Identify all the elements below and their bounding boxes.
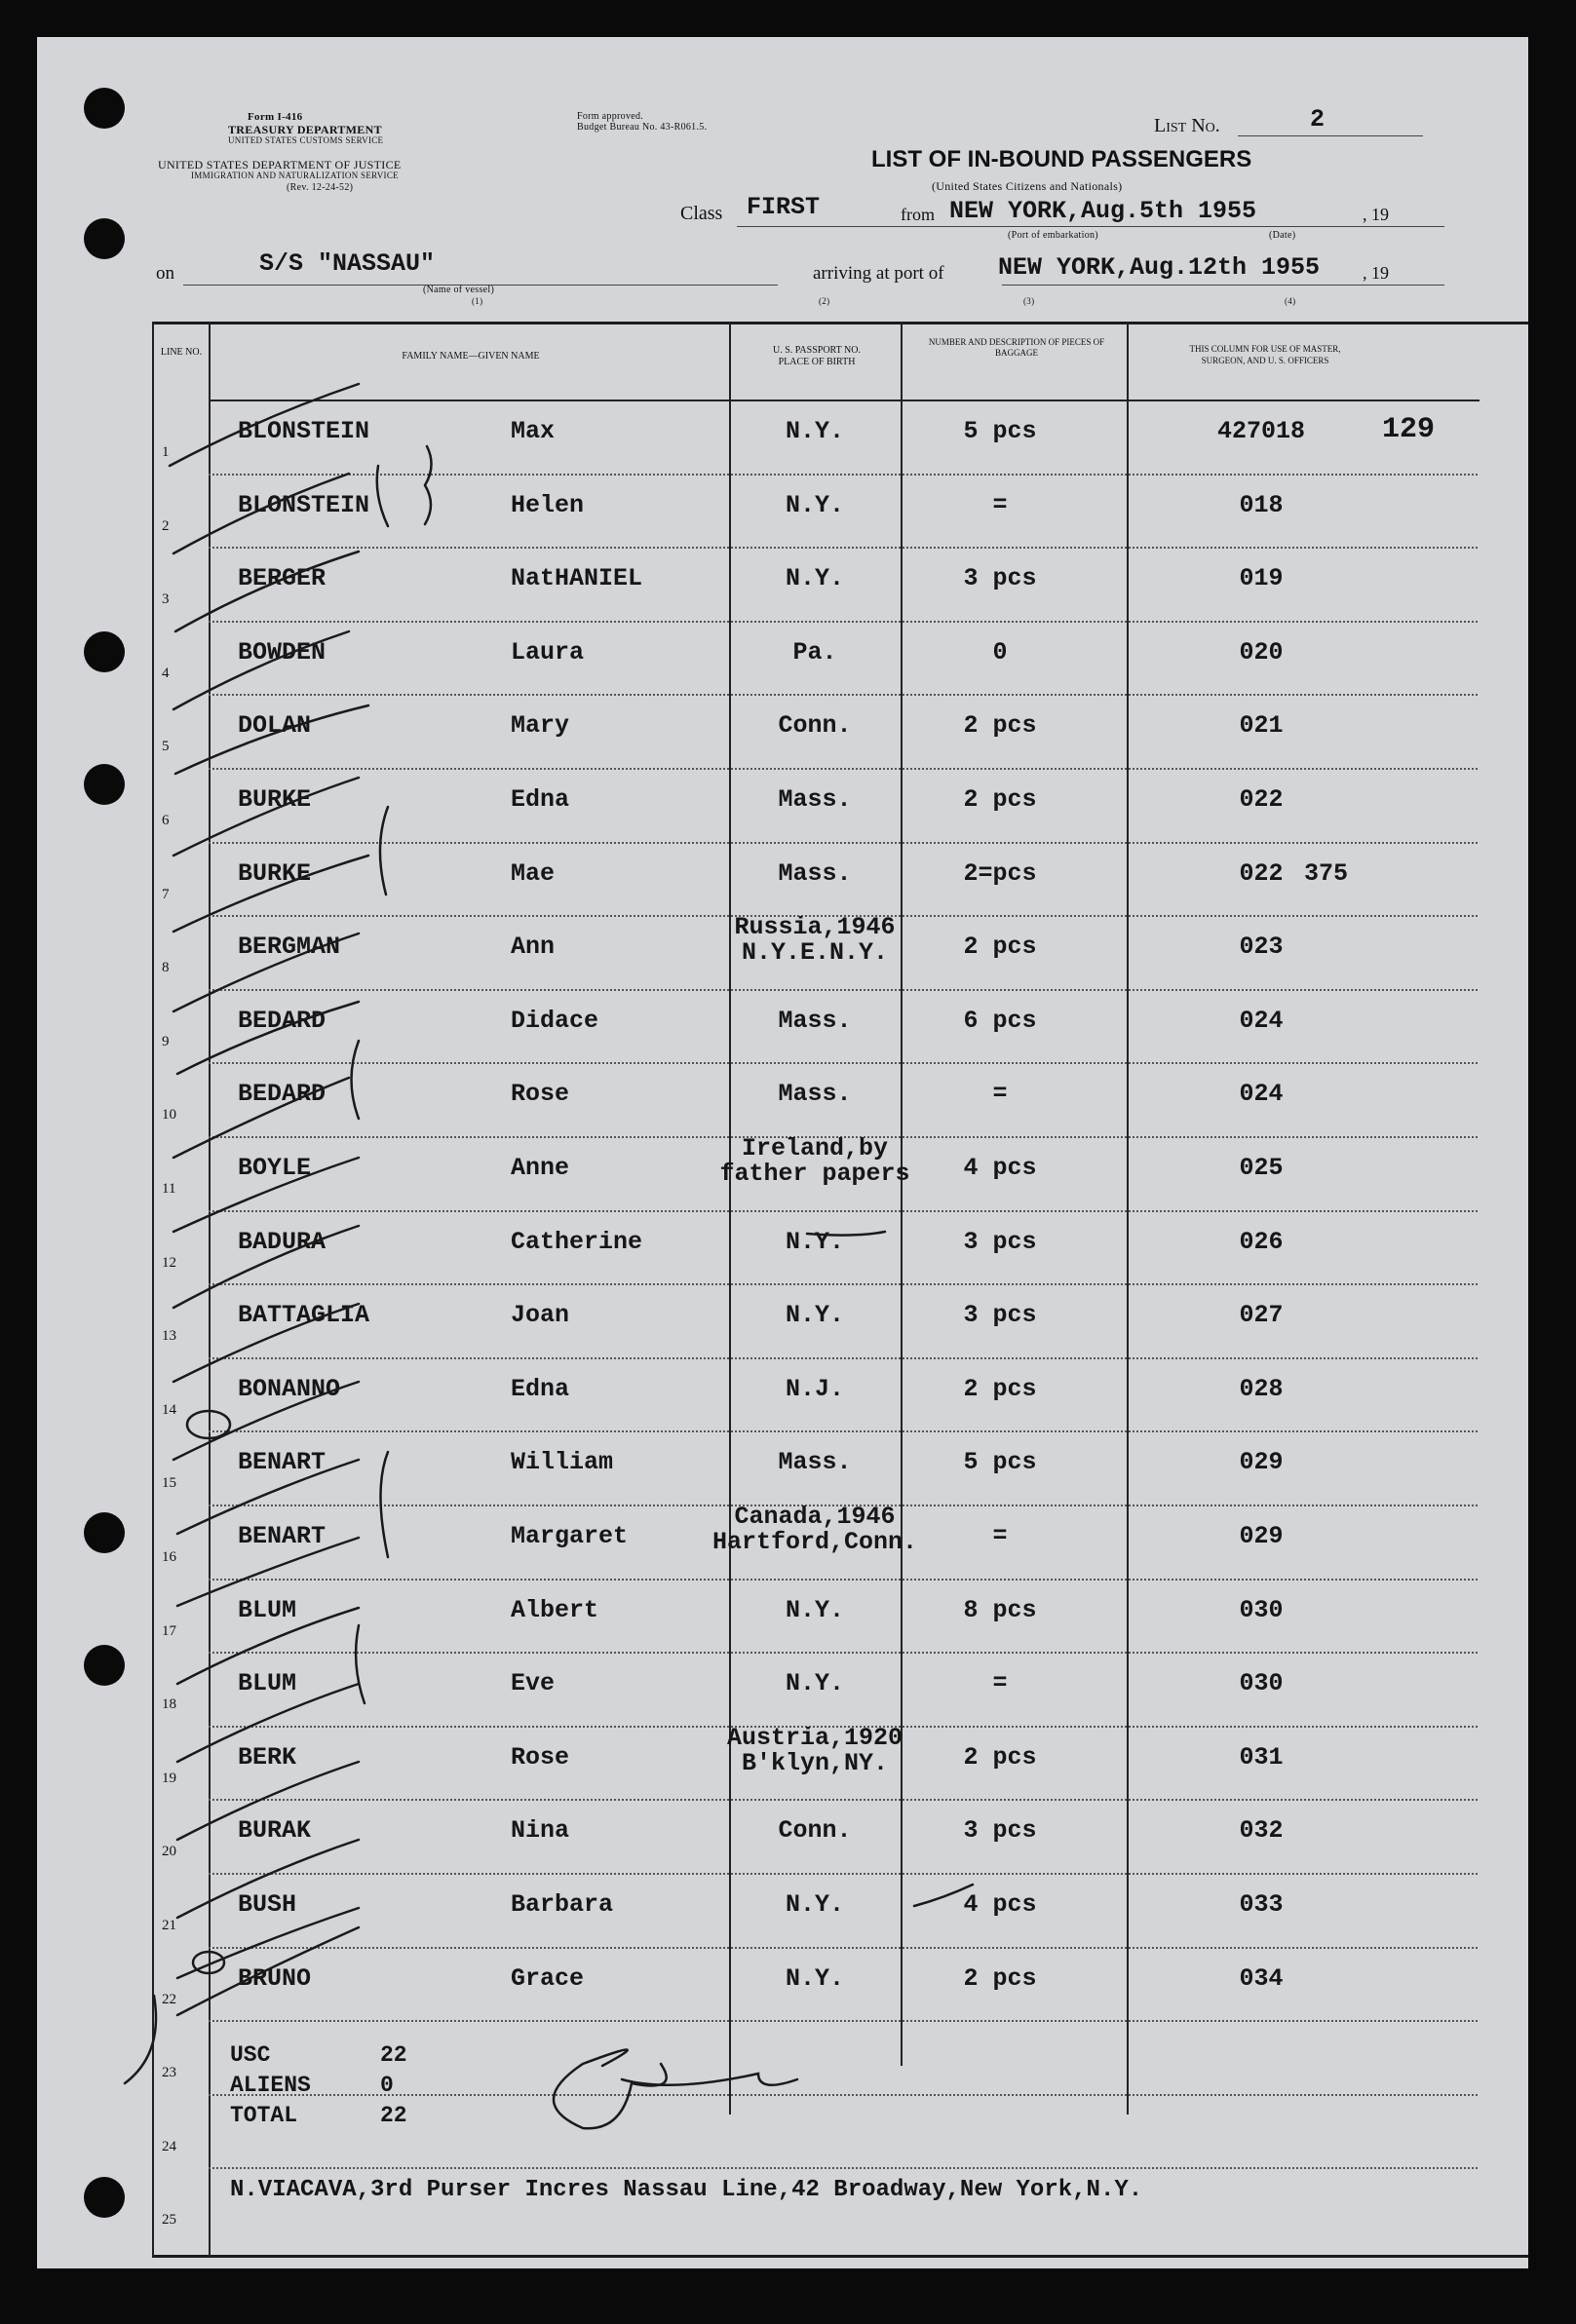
baggage-count: 4 pcs	[963, 1890, 1037, 1919]
from-label: from	[901, 205, 935, 224]
total-value: 22	[380, 2042, 407, 2068]
baggage-count: 5 pcs	[963, 417, 1037, 445]
given-name: Grace	[511, 1963, 585, 1993]
officer-number: 027	[1239, 1301, 1284, 1330]
given-name: Joan	[511, 1301, 570, 1330]
given-name: Edna	[511, 1374, 570, 1403]
baggage-count: 3 pcs	[963, 564, 1037, 593]
officer-number: 023	[1239, 933, 1284, 962]
baggage-count: 6 pcs	[963, 1006, 1037, 1035]
birth-place: N.Y.	[785, 1227, 845, 1256]
baggage-count: 4 pcs	[963, 1154, 1037, 1182]
family-name: BOYLE	[238, 1154, 312, 1182]
line-number: 3	[162, 591, 170, 608]
officer-number: 018	[1239, 490, 1284, 519]
birth-place: N.Y.	[785, 1595, 845, 1624]
baggage-count: 3 pcs	[963, 1816, 1037, 1846]
line-number: 8	[162, 960, 170, 976]
line-number: 10	[162, 1107, 176, 1124]
family-name: BURKE	[238, 785, 312, 814]
total-label: USC	[230, 2042, 271, 2068]
given-name: Laura	[511, 637, 585, 667]
header-baggage: NUMBER AND DESCRIPTION OF PIECES OF BAGGAGE	[928, 337, 1105, 358]
line-number: 23	[162, 2065, 176, 2081]
line-number: 19	[162, 1770, 176, 1786]
officer-number: 033	[1239, 1890, 1284, 1919]
birth-place: Conn.	[778, 711, 852, 741]
family-name: BEDARD	[238, 1080, 327, 1109]
officer-number: 021	[1239, 711, 1284, 741]
line-number: 7	[162, 886, 170, 902]
baggage-count: =	[992, 1669, 1008, 1698]
customs-service: UNITED STATES CUSTOMS SERVICE	[228, 135, 384, 145]
officer-number: 028	[1239, 1374, 1284, 1403]
birth-place: N.Y.	[785, 1890, 845, 1919]
line-number: 1	[162, 444, 170, 460]
port-caption: (Port of embarkation)	[1008, 230, 1098, 241]
given-name: Edna	[511, 785, 570, 814]
line-number: 11	[162, 1181, 176, 1197]
line-number: 17	[162, 1622, 176, 1639]
line-number: 15	[162, 1475, 176, 1492]
line-number: 20	[162, 1844, 176, 1860]
baggage-count: 3 pcs	[963, 1301, 1037, 1330]
family-name: BENART	[238, 1448, 327, 1477]
given-name: Albert	[511, 1595, 599, 1624]
line-number: 24	[162, 2138, 176, 2154]
total-label: TOTAL	[230, 2103, 298, 2128]
column-1-number: (1)	[472, 296, 483, 306]
line-number: 6	[162, 813, 170, 828]
manifest-sheet	[37, 37, 1528, 2268]
family-name: BLUM	[238, 1595, 297, 1624]
list-no-label: List No.	[1154, 115, 1220, 136]
line-number: 9	[162, 1033, 170, 1049]
baggage-count: 2 pcs	[963, 1963, 1037, 1993]
birth-place: N.Y.	[785, 564, 845, 593]
column-4-number: (4)	[1285, 296, 1296, 306]
header-line-no: LINE NO.	[160, 347, 203, 358]
officer-number: 030	[1239, 1595, 1284, 1624]
family-name: DOLAN	[238, 711, 312, 741]
officer-number: 034	[1239, 1963, 1284, 1993]
justice-dept: UNITED STATES DEPARTMENT OF JUSTICE	[158, 158, 402, 171]
total-value: 22	[380, 2103, 407, 2128]
given-name: Helen	[511, 490, 585, 519]
page-title: LIST OF IN-BOUND PASSENGERS	[871, 146, 1252, 172]
line-number: 13	[162, 1328, 176, 1345]
purser-line: N.VIACAVA,3rd Purser Incres Nassau Line,42 Broadway,New York,N.Y.	[230, 2177, 1143, 2203]
form-revision: (Rev. 12-24-52)	[287, 182, 354, 193]
baggage-count: 2 pcs	[963, 1374, 1037, 1403]
line-number: 22	[162, 1991, 176, 2007]
birth-place: N.Y.	[785, 1963, 845, 1993]
baggage-count: 2 pcs	[963, 711, 1037, 741]
given-name: Ann	[511, 933, 556, 962]
officer-note: 129	[1382, 413, 1436, 446]
baggage-count: =	[992, 490, 1008, 519]
total-label: ALIENS	[230, 2073, 311, 2098]
given-name: Mary	[511, 711, 570, 741]
given-name: Didace	[511, 1006, 599, 1035]
header-name: FAMILY NAME—GIVEN NAME	[402, 351, 540, 362]
baggage-count: =	[992, 1080, 1008, 1109]
total-value: 0	[380, 2073, 394, 2098]
header-officers: THIS COLUMN FOR USE OF MASTER, SURGEON, AND U. S. OFFICERS	[1189, 344, 1341, 365]
year-suffix-1: , 19	[1363, 205, 1389, 224]
birth-place: Mass.	[778, 1448, 852, 1477]
birth-place: Russia,1946 N.Y.E.N.Y.	[734, 913, 896, 968]
line-number: 2	[162, 517, 170, 534]
officer-note: 375	[1304, 858, 1349, 888]
line-number: 25	[162, 2212, 176, 2229]
officer-number: 031	[1239, 1742, 1284, 1772]
baggage-count: 0	[992, 637, 1008, 667]
given-name: Margaret	[511, 1522, 629, 1550]
budget-bureau: Budget Bureau No. 43-R061.5.	[577, 122, 708, 133]
treasury-dept: TREASURY DEPARTMENT	[228, 123, 382, 136]
birth-place: Pa.	[792, 637, 837, 667]
given-name: NatHANIEL	[511, 564, 643, 593]
family-name: BENART	[238, 1522, 327, 1550]
family-name: BEDARD	[238, 1006, 327, 1035]
given-name: Mae	[511, 858, 556, 888]
baggage-count: 8 pcs	[963, 1595, 1037, 1624]
birth-place: Conn.	[778, 1816, 852, 1846]
line-number: 5	[162, 739, 170, 755]
baggage-count: 3 pcs	[963, 1227, 1037, 1256]
family-name: BOWDEN	[238, 637, 327, 667]
birth-place: Mass.	[778, 1080, 852, 1109]
family-name: BONANNO	[238, 1374, 341, 1403]
class-label: Class	[680, 203, 723, 224]
family-name: BLONSTEIN	[238, 417, 370, 445]
form-approved: Form approved.	[577, 111, 644, 122]
officer-number: 022	[1239, 785, 1284, 814]
ins-service: IMMIGRATION AND NATURALIZATION SERVICE	[191, 171, 399, 180]
arriving-value: NEW YORK,Aug.12th 1955	[998, 253, 1321, 282]
birth-place: N.Y.	[785, 490, 845, 519]
page-subtitle: (United States Citizens and Nationals)	[932, 179, 1123, 193]
officer-number: 029	[1239, 1448, 1284, 1477]
birth-place: Mass.	[778, 858, 852, 888]
given-name: Eve	[511, 1669, 556, 1698]
birth-place: Mass.	[778, 1006, 852, 1035]
line-number: 4	[162, 665, 170, 681]
baggage-count: =	[992, 1522, 1008, 1550]
form-number: Form I-416	[248, 111, 303, 123]
vessel-name: S/S "NASSAU"	[259, 249, 436, 278]
officer-number: 019	[1239, 564, 1284, 593]
officer-number: 026	[1239, 1227, 1284, 1256]
column-3-number: (3)	[1023, 296, 1035, 306]
given-name: Catherine	[511, 1227, 643, 1256]
family-name: BERGMAN	[238, 933, 341, 962]
officer-number: 030	[1239, 1669, 1284, 1698]
date-caption: (Date)	[1269, 230, 1296, 241]
officer-number: 029	[1239, 1522, 1284, 1550]
on-label: on	[156, 263, 174, 284]
family-name: BERK	[238, 1742, 297, 1772]
birth-place: Ireland,by father papers	[719, 1134, 910, 1188]
class-value: FIRST	[747, 193, 821, 221]
officer-number: 032	[1239, 1816, 1284, 1846]
line-number: 18	[162, 1696, 176, 1713]
given-name: Max	[511, 417, 556, 445]
baggage-count: 5 pcs	[963, 1448, 1037, 1477]
birth-place: N.Y.	[785, 1301, 845, 1330]
birth-place: N.J.	[785, 1374, 845, 1403]
handwritten-tick-marks	[37, 37, 1528, 2268]
baggage-count: 2=pcs	[963, 858, 1037, 888]
given-name: Anne	[511, 1154, 570, 1182]
given-name: Rose	[511, 1742, 570, 1772]
given-name: Rose	[511, 1080, 570, 1109]
line-number: 14	[162, 1401, 176, 1418]
birth-place: N.Y.	[785, 1669, 845, 1698]
given-name: Nina	[511, 1816, 570, 1846]
list-no-value: 2	[1310, 105, 1326, 133]
family-name: BATTAGLIA	[238, 1301, 370, 1330]
officer-number: 024	[1239, 1080, 1284, 1109]
vessel-caption: (Name of vessel)	[423, 285, 495, 295]
family-name: BADURA	[238, 1227, 327, 1256]
officer-number: 427018	[1216, 417, 1306, 445]
family-name: BURAK	[238, 1816, 312, 1846]
baggage-count: 2 pcs	[963, 785, 1037, 814]
baggage-count: 2 pcs	[963, 933, 1037, 962]
officer-number: 020	[1239, 637, 1284, 667]
arriving-label: arriving at port of	[813, 263, 944, 284]
family-name: BRUNO	[238, 1963, 312, 1993]
officer-number: 024	[1239, 1006, 1284, 1035]
birth-place: Canada,1946 Hartford,Conn.	[711, 1503, 918, 1556]
baggage-count: 2 pcs	[963, 1742, 1037, 1772]
from-value: NEW YORK,Aug.5th 1955	[949, 197, 1257, 225]
line-number: 12	[162, 1254, 176, 1271]
officer-number: 022	[1239, 858, 1284, 888]
family-name: BLUM	[238, 1669, 297, 1698]
year-suffix-2: , 19	[1363, 263, 1389, 283]
family-name: BURKE	[238, 858, 312, 888]
line-number: 16	[162, 1549, 176, 1565]
birth-place: Austria,1920 B'klyn,NY.	[726, 1723, 903, 1777]
family-name: BLONSTEIN	[238, 490, 370, 519]
family-name: BUSH	[238, 1890, 297, 1919]
given-name: Barbara	[511, 1890, 614, 1919]
officer-number: 025	[1239, 1154, 1284, 1182]
birth-place: Mass.	[778, 785, 852, 814]
birth-place: N.Y.	[785, 417, 845, 445]
given-name: William	[511, 1448, 614, 1477]
column-2-number: (2)	[819, 296, 830, 306]
family-name: BERGER	[238, 564, 327, 593]
line-number: 21	[162, 1918, 176, 1933]
header-passport: U. S. PASSPORT NO. PLACE OF BIRTH	[773, 345, 861, 367]
